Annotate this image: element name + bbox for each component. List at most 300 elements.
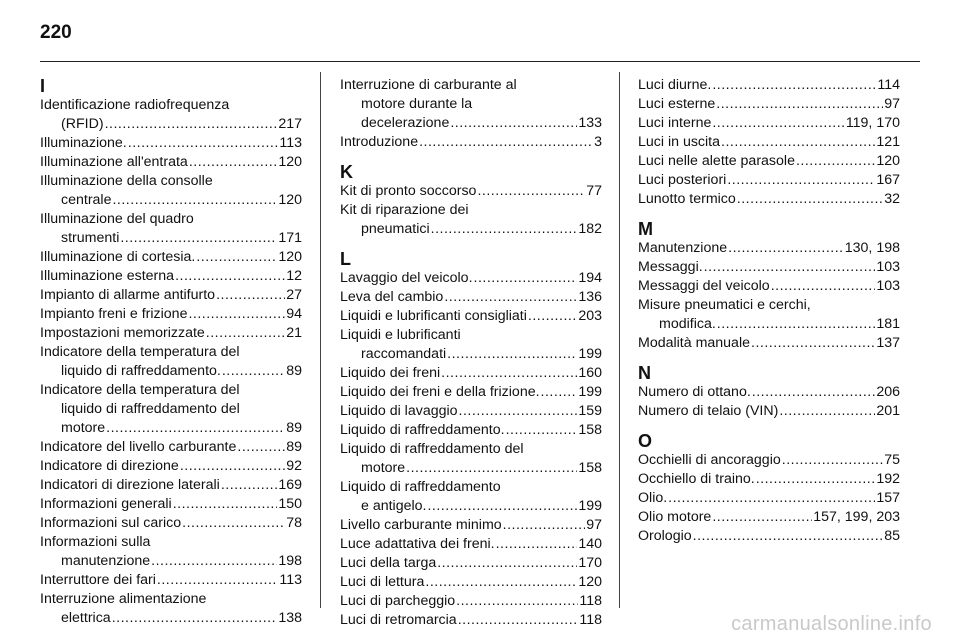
index-entry <box>40 495 302 514</box>
dot-leader <box>506 421 578 440</box>
entry-term: Kit di pronto soccorso <box>340 183 477 199</box>
page-reference: 85 <box>884 528 900 544</box>
page-reference: 113 <box>279 135 302 151</box>
dot-leader <box>427 497 577 516</box>
dot-leader <box>693 527 884 546</box>
dot-leader <box>474 269 578 288</box>
dot-leader <box>221 476 278 495</box>
entry-line <box>340 220 602 239</box>
index-entry <box>638 152 900 171</box>
entry-text: motore durante la <box>361 96 473 112</box>
entry-text: Indicatore della temperatura del <box>40 382 240 398</box>
entry-term: Impostazioni memorizzate <box>40 325 205 341</box>
dot-leader <box>779 402 875 421</box>
entry-line <box>340 592 602 611</box>
entry-text: liquido di raffreddamento del <box>61 401 240 417</box>
index-entry <box>340 516 602 535</box>
page-reference: 199 <box>578 346 602 362</box>
entry-term: Occhiello di traino. <box>638 471 755 487</box>
dot-leader <box>477 182 585 201</box>
index-entry <box>40 533 302 571</box>
page-reference: 198 <box>278 553 302 569</box>
page-reference: 136 <box>578 289 602 305</box>
entry-text: Misure pneumatici e cerchi, <box>638 297 811 313</box>
page-reference: 158 <box>578 460 602 476</box>
entry-line <box>638 451 900 470</box>
entry-term: Numero di ottano. <box>638 384 751 400</box>
entry-term: Liquido dei freni <box>340 365 441 381</box>
entry-text: Illuminazione della consolle <box>40 173 213 189</box>
index-column-2 <box>340 76 602 630</box>
index-entry <box>340 76 602 133</box>
page-reference: 75 <box>884 452 900 468</box>
entry-line <box>638 470 900 489</box>
page-reference: 118 <box>579 612 602 628</box>
dot-leader <box>128 134 279 153</box>
dot-leader <box>105 115 278 134</box>
page-reference: 97 <box>586 517 602 533</box>
entry-line <box>638 95 900 114</box>
dot-leader <box>796 152 875 171</box>
entry-line <box>340 497 602 516</box>
page-reference: 121 <box>876 134 900 150</box>
entry-term: Numero di telaio (VIN) <box>638 403 779 419</box>
entry-line <box>40 457 302 476</box>
dot-leader <box>771 277 876 296</box>
dot-leader <box>120 229 277 248</box>
entry-term: Livello carburante minimo <box>340 517 502 533</box>
dot-leader <box>450 114 577 133</box>
section-letter: N <box>638 363 651 383</box>
index-entry <box>40 438 302 457</box>
dot-leader <box>151 552 277 571</box>
page-reference: 167 <box>876 172 900 188</box>
entry-term: Occhielli di ancoraggio <box>638 452 781 468</box>
entry-line <box>40 438 302 457</box>
dot-leader <box>528 307 577 326</box>
index-entry <box>638 402 900 421</box>
page-reference: 3 <box>594 134 602 150</box>
entry-line <box>40 267 302 286</box>
entry-term: Interruttore dei fari <box>40 572 156 588</box>
index-entry <box>638 114 900 133</box>
index-entry <box>340 592 602 611</box>
index-entry <box>40 96 302 134</box>
dot-leader <box>458 611 579 630</box>
entry-term: motore <box>361 460 406 476</box>
entry-term: Informazioni generali <box>40 496 172 512</box>
page-reference: 157, 199, 203 <box>813 509 900 525</box>
entry-line <box>40 134 302 153</box>
page-reference: 77 <box>586 183 602 199</box>
page-reference: 130, 198 <box>844 240 900 256</box>
entry-term: Indicatore del livello carburante <box>40 439 237 455</box>
page-reference: 181 <box>876 316 900 332</box>
entry-line <box>340 516 602 535</box>
entry-term: Luce adattativa dei freni. <box>340 536 495 552</box>
entry-line <box>340 383 602 402</box>
index-entry <box>340 535 602 554</box>
page-reference: 120 <box>278 192 302 208</box>
index-entry <box>40 286 302 305</box>
index-entry <box>40 514 302 533</box>
index-entry <box>40 343 302 381</box>
dot-leader <box>406 459 577 478</box>
dot-leader <box>182 514 285 533</box>
page-reference: 89 <box>286 420 302 436</box>
index-entry <box>340 326 602 364</box>
entry-line <box>340 114 602 133</box>
index-entry <box>638 451 900 470</box>
index-entry <box>340 573 602 592</box>
entry-term: Modalità manuale <box>638 335 750 351</box>
index-entry <box>40 590 302 628</box>
index-entry <box>40 210 302 248</box>
page-reference: 94 <box>286 306 302 322</box>
dot-leader <box>456 592 578 611</box>
section-letter: I <box>40 76 46 96</box>
index-entry <box>638 296 900 334</box>
entry-text: Liquidi e lubrificanti <box>340 327 461 343</box>
entry-term: Messaggi del veicolo <box>638 278 770 294</box>
dot-leader <box>196 248 277 267</box>
entry-term: manutenzione <box>61 553 151 569</box>
dot-leader <box>756 470 876 489</box>
entry-line <box>638 152 900 171</box>
page-reference: 158 <box>578 422 602 438</box>
index-entry <box>638 258 900 277</box>
entry-term: Manutenzione <box>638 240 728 256</box>
section-letter: O <box>638 431 653 451</box>
index-entry <box>340 269 602 288</box>
entry-term: Illuminazione. <box>40 135 127 151</box>
index-entry <box>40 476 302 495</box>
entry-line <box>638 239 900 258</box>
page-reference: 97 <box>884 96 900 112</box>
dot-leader <box>175 267 285 286</box>
entry-line <box>40 609 302 628</box>
page-reference: 114 <box>877 77 900 93</box>
index-entry <box>40 571 302 590</box>
entry-line <box>638 258 900 277</box>
dot-leader <box>459 402 578 421</box>
entry-line <box>40 514 302 533</box>
entry-term: Olio motore <box>638 509 712 525</box>
entry-line <box>638 133 900 152</box>
dot-leader <box>173 495 278 514</box>
index-entry <box>638 489 900 508</box>
entry-term: centrale <box>61 192 112 208</box>
index-entry <box>340 307 602 326</box>
page-reference: 171 <box>278 230 302 246</box>
dot-leader <box>112 191 277 210</box>
dot-leader <box>721 133 875 152</box>
dot-leader <box>668 489 875 508</box>
index-entry <box>340 383 602 402</box>
entry-line <box>40 305 302 324</box>
entry-term: Impianto freni e frizione <box>40 306 188 322</box>
entry-text: Liquido di raffreddamento del <box>340 441 524 457</box>
index-entry <box>40 324 302 343</box>
index-entry <box>40 381 302 438</box>
entry-term: Lunotto termico <box>638 191 736 207</box>
index-entry <box>40 248 302 267</box>
entry-line <box>40 115 302 134</box>
dot-leader <box>441 364 577 383</box>
entry-text: Interruzione di carburante al <box>340 77 517 93</box>
index-entry <box>340 364 602 383</box>
page-reference: 120 <box>278 249 302 265</box>
entry-term: decelerazione <box>361 115 450 131</box>
entry-line <box>638 76 900 95</box>
index-entry <box>638 76 900 95</box>
index-entry <box>340 182 602 201</box>
entry-term: Luci di parcheggio <box>340 593 456 609</box>
entry-line <box>40 248 302 267</box>
dot-leader <box>189 153 278 172</box>
entry-term: (RFID) <box>61 116 104 132</box>
page-reference: 140 <box>578 536 602 552</box>
entry-line <box>340 402 602 421</box>
page-reference: 169 <box>278 477 302 493</box>
entry-line <box>340 364 602 383</box>
index-entry <box>40 267 302 286</box>
index-entry <box>638 527 900 546</box>
dot-leader <box>431 220 578 239</box>
dot-leader <box>541 383 578 402</box>
index-column-1 <box>40 76 302 628</box>
dot-leader <box>106 419 285 438</box>
page-reference: 157 <box>876 490 900 506</box>
page-reference: 103 <box>876 278 900 294</box>
dot-leader <box>737 190 883 209</box>
index-entry <box>40 457 302 476</box>
index-entry <box>638 277 900 296</box>
dot-leader <box>712 508 812 527</box>
page-reference: 194 <box>578 270 602 286</box>
entry-term: Introduzione <box>340 134 419 150</box>
entry-term: Luci posteriori <box>638 172 727 188</box>
dot-leader <box>157 571 278 590</box>
entry-text: Illuminazione del quadro <box>40 211 194 227</box>
entry-line <box>340 269 602 288</box>
index-entry <box>340 478 602 516</box>
entry-term: Illuminazione esterna <box>40 268 175 284</box>
watermark-footer: carmanualsonline.info <box>731 613 932 635</box>
entry-term: raccomandati <box>361 346 447 362</box>
dot-leader <box>112 609 278 628</box>
page-reference: 170 <box>578 555 602 571</box>
entry-term: Luci interne <box>638 115 712 131</box>
entry-term: Liquidi e lubrificanti consigliati <box>340 308 527 324</box>
entry-text: Identificazione radiofrequenza <box>40 97 230 113</box>
page-reference: 89 <box>286 363 302 379</box>
entry-term: Luci esterne <box>638 96 716 112</box>
entry-term: Impianto di allarme antifurto <box>40 287 216 303</box>
entry-term: liquido di raffreddamento. <box>61 363 221 379</box>
entry-term: Leva del cambio <box>340 289 444 305</box>
dot-leader <box>444 288 577 307</box>
entry-line <box>40 153 302 172</box>
page-reference: 192 <box>876 471 900 487</box>
page-reference: 133 <box>578 115 602 131</box>
entry-line <box>638 315 900 334</box>
entry-line <box>340 307 602 326</box>
entry-term: Liquido di raffreddamento. <box>340 422 505 438</box>
page-reference: 27 <box>286 287 302 303</box>
dot-leader <box>728 239 844 258</box>
dot-leader <box>712 114 844 133</box>
entry-line <box>340 611 602 630</box>
page-reference: 103 <box>876 259 900 275</box>
entry-line <box>340 573 602 592</box>
page-reference: 199 <box>578 384 602 400</box>
entry-term: elettrica <box>61 610 111 626</box>
entry-line <box>40 419 302 438</box>
index-entry <box>638 171 900 190</box>
dot-leader <box>180 457 285 476</box>
index-entry <box>638 383 900 402</box>
entry-term: Lavaggio del veicolo. <box>340 270 473 286</box>
entry-line <box>638 402 900 421</box>
dot-leader <box>782 451 883 470</box>
entry-text: Informazioni sulla <box>40 534 151 550</box>
entry-line <box>40 286 302 305</box>
entry-line <box>638 171 900 190</box>
index-column-3 <box>638 76 900 546</box>
page-reference: 199 <box>578 498 602 514</box>
entry-line <box>40 362 302 381</box>
index-entry <box>638 239 900 258</box>
column-divider <box>320 72 321 608</box>
index-entry <box>638 95 900 114</box>
entry-term: Liquido di lavaggio <box>340 403 458 419</box>
page-reference: 119, 170 <box>845 115 900 131</box>
index-entry <box>340 288 602 307</box>
entry-term: Orologio <box>638 528 692 544</box>
entry-term: Messaggi. <box>638 259 703 275</box>
dot-leader <box>751 334 875 353</box>
index-entry <box>638 508 900 527</box>
dot-leader <box>419 133 593 152</box>
dot-leader <box>727 171 875 190</box>
column-divider <box>619 72 620 608</box>
dot-leader <box>496 535 578 554</box>
entry-term: motore <box>61 420 106 436</box>
dot-leader <box>717 315 876 334</box>
index-entry <box>40 153 302 172</box>
entry-line <box>638 277 900 296</box>
index-entry <box>340 421 602 440</box>
entry-term: Luci diurne. <box>638 77 712 93</box>
entry-term: pneumatici <box>361 221 430 237</box>
page-reference: 12 <box>286 268 302 284</box>
entry-line <box>340 459 602 478</box>
dot-leader <box>437 554 577 573</box>
dot-leader <box>237 438 285 457</box>
page-reference: 182 <box>578 221 602 237</box>
index-entry <box>40 305 302 324</box>
page-reference: 78 <box>286 515 302 531</box>
entry-line <box>638 334 900 353</box>
entry-line <box>638 508 900 527</box>
dot-leader <box>752 383 876 402</box>
dot-leader <box>447 345 577 364</box>
page-reference: 113 <box>279 572 302 588</box>
entry-text: Indicatore della temperatura del <box>40 344 240 360</box>
page-reference: 201 <box>876 403 900 419</box>
page-reference: 120 <box>278 154 302 170</box>
entry-text: Liquido di raffreddamento <box>340 479 501 495</box>
entry-term: Indicatori di direzione laterali <box>40 477 220 493</box>
section-letter: K <box>340 162 353 182</box>
entry-line <box>340 133 602 152</box>
entry-line <box>638 489 900 508</box>
dot-leader <box>503 516 586 535</box>
page-reference: 150 <box>278 496 302 512</box>
entry-term: Luci in uscita <box>638 134 721 150</box>
index-entry <box>638 190 900 209</box>
index-entry <box>638 334 900 353</box>
entry-term: modifica. <box>659 316 716 332</box>
index-entry <box>340 201 602 239</box>
entry-term: Illuminazione di cortesia. <box>40 249 196 265</box>
index-entry <box>340 611 602 630</box>
page-reference: 137 <box>876 335 900 351</box>
entry-line <box>40 571 302 590</box>
dot-leader <box>216 286 285 305</box>
entry-term: Olio. <box>638 490 668 506</box>
entry-term: Indicatore di direzione <box>40 458 179 474</box>
entry-term: Luci di lettura <box>340 574 425 590</box>
entry-line <box>638 383 900 402</box>
page-reference: 203 <box>578 308 602 324</box>
entry-line <box>340 535 602 554</box>
entry-line <box>40 229 302 248</box>
page-reference: 120 <box>578 574 602 590</box>
page-reference: 118 <box>579 593 602 609</box>
index-entry <box>340 440 602 478</box>
entry-line <box>40 495 302 514</box>
entry-line <box>40 476 302 495</box>
page-reference: 89 <box>286 439 302 455</box>
entry-line <box>40 552 302 571</box>
dot-leader <box>188 305 285 324</box>
entry-line <box>638 527 900 546</box>
entry-line <box>340 421 602 440</box>
entry-term: Informazioni sul carico <box>40 515 182 531</box>
dot-leader <box>712 76 876 95</box>
entry-term: Luci di retromarcia <box>340 612 457 628</box>
index-entry <box>40 172 302 210</box>
page-reference: 217 <box>278 116 302 132</box>
entry-line <box>638 190 900 209</box>
entry-text: Interruzione alimentazione <box>40 591 207 607</box>
page-number: 220 <box>40 22 72 43</box>
entry-term: Luci della targa <box>340 555 437 571</box>
entry-term: Illuminazione all'entrata <box>40 154 188 170</box>
page-reference: 120 <box>876 153 900 169</box>
index-entry <box>340 554 602 573</box>
entry-line <box>40 191 302 210</box>
index-entry <box>638 470 900 489</box>
index-entry <box>340 133 602 152</box>
dot-leader <box>206 324 285 343</box>
dot-leader <box>425 573 577 592</box>
entry-term: Liquido dei freni e della frizione. <box>340 384 540 400</box>
entry-term: strumenti <box>61 230 120 246</box>
page-reference: 138 <box>278 610 302 626</box>
